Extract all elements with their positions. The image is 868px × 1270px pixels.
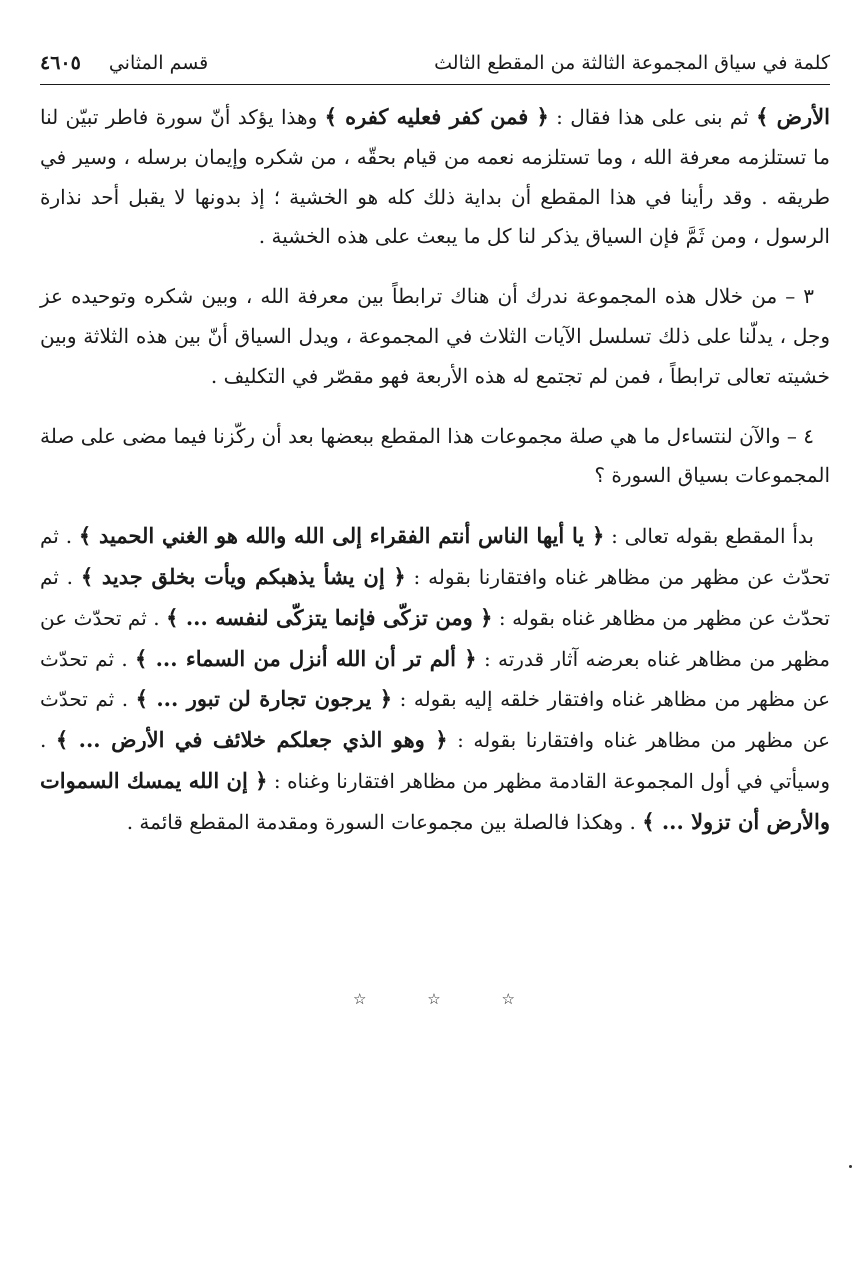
paragraph-text: . ثم تحدّث عن مظهر من مظاهر غناه وافتقارنا بقوله : (40, 524, 831, 589)
document-page (40, 48, 830, 843)
running-header (40, 48, 830, 85)
paragraph-continuation (40, 97, 830, 257)
paragraph-text: وهذا يؤكد أنّ سورة فاطر تبيّن لنا ما تستلزمه معرفة الله ، وما تستلزمه نعمه من قيام بحقّه ، من شكره وإيمان برسله ، وسير في طريقه . وقد رأينا في هذا المقطع أن بداية ذلك كله هو الخشية ؛ إذ بدونها لا يقبل أحد نذارة الرسول ، ومن ثَمَّ فإن السياق يذكر لنا كل ما يبعث على هذه الخشية . (40, 105, 830, 249)
chapter-title: كلمة في سياق المجموعة الثالثة من المقطع الثالث (434, 52, 830, 74)
paragraph-text: . ثم تحدّث عن مظهر من مظاهر غناه وافتقار خلقه إليه بقوله : (40, 646, 831, 712)
paragraph-text: . ثم تحدّث عن مظهر من مظاهر غناه بعرضه آثار قدرته : (40, 605, 830, 671)
quran-quote: ﴿ وهو الذي جعلكم خلائف في الأرض ... ﴾ (55, 727, 448, 753)
quran-quote: ﴿ ألم تر أن الله أنزل من السماء ... ﴾ (135, 645, 477, 671)
star-icon: ☆ (427, 990, 441, 1008)
quran-quote: ﴿ ومن تزكّى فإنما يتزكّى لنفسه ... ﴾ (166, 604, 493, 630)
section-divider (0, 990, 868, 1008)
paragraph-text: . ثم تحدّث عن مظهر من مظاهر غناه بقوله : (40, 564, 830, 630)
star-icon: ☆ (353, 990, 367, 1008)
paragraph-text: بدأ المقطع بقوله تعالى : (604, 524, 814, 549)
paragraph-text: ثم بنى على هذا فقال : (548, 105, 757, 129)
quran-quote: ﴿ يرجون تجارة لن تبور ... ﴾ (135, 686, 393, 712)
paragraph-text: . وهكذا فالصلة بين مجموعات السورة ومقدمة المقطع قائمة . (126, 809, 643, 834)
paragraph-point-3: ٣ – من خلال هذه المجموعة ندرك أن هناك ترابطاً بين معرفة الله ، وبين شكره وتوحيده عز وجل ، يدلّنا على ذلك تسلسل الآيات الثلاث في المجموعة ، ويدل السياق أنّ بين هذه الثلاثة وبين خشيته تعالى ترابطاً ، فمن لم تجتمع له هذه الأربعة فهو مقصّر في التكليف . (40, 284, 830, 388)
quran-quote: ﴿ إن يشأ يذهبكم ويأت بخلق جديد ﴾ (80, 563, 406, 589)
paragraph-connection (40, 516, 830, 842)
scan-speck (849, 1165, 852, 1168)
quran-quote: الأرض ﴾ (756, 104, 830, 129)
quran-quote: ﴿ يا أيها الناس أنتم الفقراء إلى الله والله هو الغني الحميد ﴾ (78, 523, 605, 549)
section-name: قسم المثاني (108, 52, 209, 74)
quran-quote: ﴿ إن الله يمسك السموات والأرض أن تزولا ... ﴾ (40, 767, 830, 834)
header-meta (40, 48, 208, 78)
paragraph-point-4: ٤ – والآن لنتساءل ما هي صلة مجموعات هذا المقطع ببعضها بعد أن ركّزنا فيما مضى على صلة المجموعات بسياق السورة ؟ (40, 423, 830, 488)
star-icon: ☆ (501, 990, 515, 1008)
page-number: ٤٦٠٥ (40, 52, 81, 74)
document-body (40, 97, 830, 843)
quran-quote: ﴿ فمن كفر فعليه كفره ﴾ (324, 104, 549, 129)
paragraph-text: . ثم تحدّث عن مظهر من مظاهر غناه وافتقارنا بقوله : (40, 687, 831, 753)
paragraph-text: . وسيأتي في أول المجموعة القادمة مظهر من مظاهر افتقارنا وغناه : (40, 728, 830, 793)
